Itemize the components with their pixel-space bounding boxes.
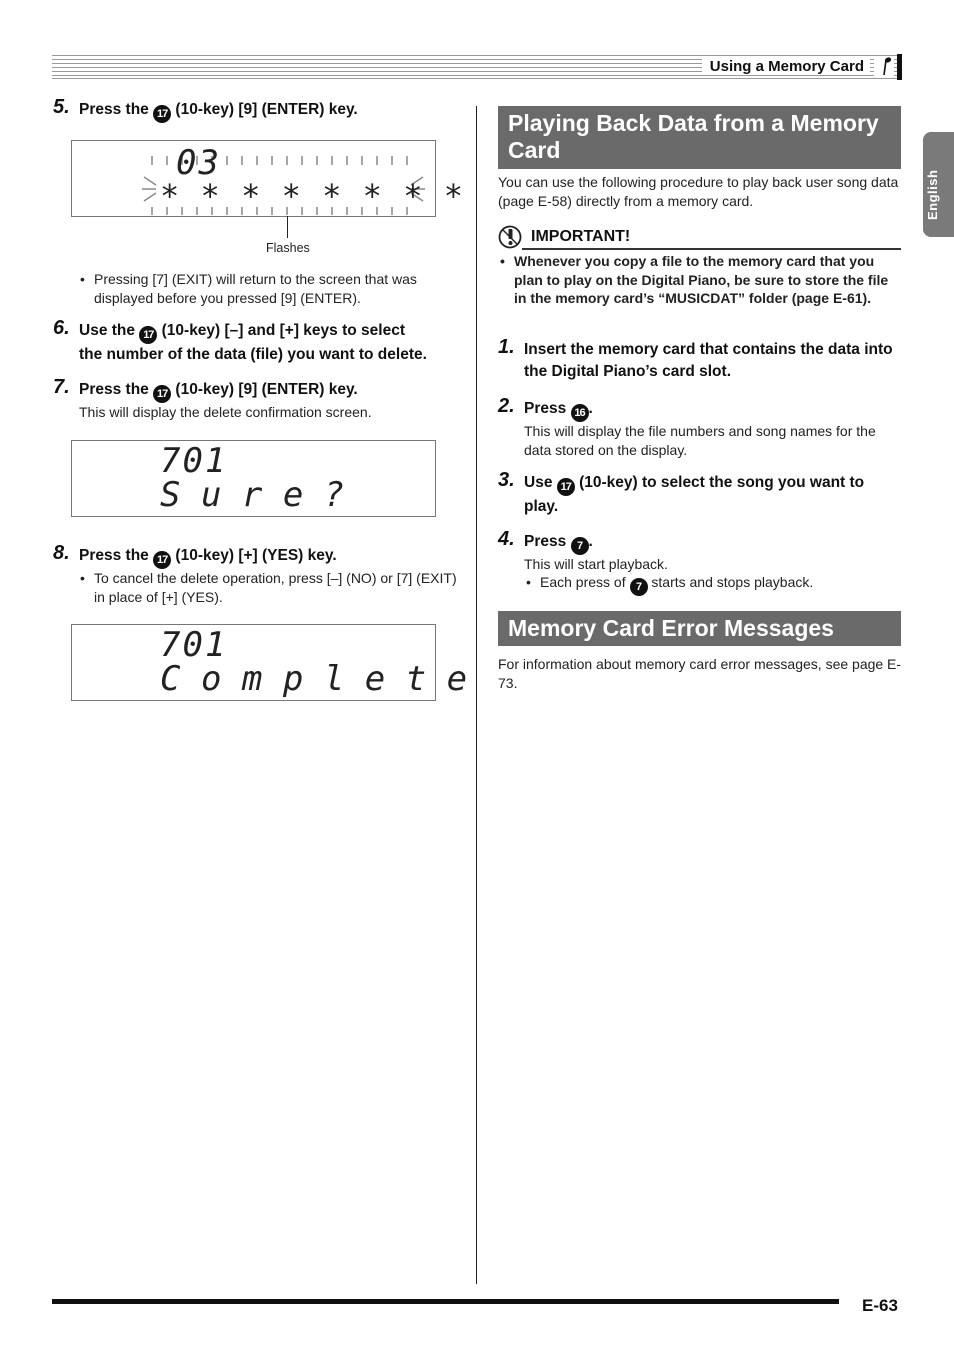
step-number: 1.	[498, 336, 515, 358]
step-text: Press the	[79, 547, 149, 564]
important-rule	[522, 248, 901, 250]
key-16-icon: 16	[571, 404, 589, 422]
step-text: Press the	[79, 101, 149, 118]
note-text: Each press of	[540, 574, 626, 590]
key-7-icon: 7	[571, 537, 589, 555]
step-1	[498, 336, 896, 383]
header-end-bar	[897, 54, 902, 80]
key-17-icon: 17	[139, 326, 157, 344]
step-text: .	[588, 400, 593, 417]
lcd-text: C o m p l e t e	[160, 659, 468, 699]
step-text: Press	[524, 533, 567, 550]
language-tab	[923, 132, 954, 237]
language-tab-label: English	[925, 169, 940, 220]
step-number: 5.	[53, 96, 70, 118]
step-text: (10-key) [9] (ENTER) key.	[175, 101, 358, 118]
step-4-desc: This will start playback.	[524, 556, 668, 572]
step-text: .	[588, 533, 593, 550]
key-17-icon: 17	[153, 105, 171, 123]
step-text: the number of the data (file) you want to delete.	[79, 346, 427, 363]
step-7-desc: This will display the delete confirmation screen.	[79, 404, 372, 420]
step-number: 2.	[498, 395, 515, 417]
step-2	[498, 395, 896, 422]
step-text: (10-key) to select the song you want to play.	[524, 474, 865, 515]
step-text: (10-key) [+] (YES) key.	[175, 547, 337, 564]
step-text: Use the	[79, 322, 135, 339]
flash-pointer-line	[287, 216, 288, 238]
lcd-display-confirm	[71, 440, 436, 517]
step-2-desc: This will display the file numbers and song names for the data stored on the display.	[524, 423, 876, 458]
step-text: Press the	[79, 381, 149, 398]
music-note-icon	[874, 56, 894, 78]
lcd-number: 03	[176, 143, 221, 183]
step-text: (10-key) [9] (ENTER) key.	[175, 381, 358, 398]
step-5-note: • Pressing [7] (EXIT) will return to the screen that was displayed before you pressed [9] (ENTER).	[78, 270, 464, 307]
note-text: starts and stops playback.	[651, 574, 814, 590]
important-icon	[498, 224, 524, 250]
lcd-text: * * * * * * * *	[160, 177, 464, 215]
page-number: E-63	[862, 1296, 898, 1315]
errors-text: For information about memory card error messages, see page E-73.	[498, 656, 902, 691]
lcd-number: 701	[160, 625, 228, 665]
key-7-icon: 7	[630, 578, 648, 596]
step-8	[53, 542, 469, 569]
footer-rule	[52, 1299, 839, 1304]
key-17-icon: 17	[153, 385, 171, 403]
step-text: (10-key) [–] and [+] keys to select	[161, 322, 405, 339]
important-label: IMPORTANT!	[531, 228, 631, 245]
step-7	[53, 376, 469, 403]
key-17-icon: 17	[557, 478, 575, 496]
step-number: 4.	[498, 528, 515, 550]
step-8-note: • To cancel the delete operation, press [–] (NO) or [7] (EXIT) in place of [+] (YES).	[78, 569, 464, 606]
lcd-display-flashing	[71, 140, 464, 217]
important-note: • Whenever you copy a file to the memory card that you plan to play on the Digital Piano, be sure to store the file in the memory card’s “MUSICDAT” folder (page E-61).	[498, 252, 900, 308]
section-title-errors: Memory Card Error Messages	[498, 611, 901, 646]
section-title-playback: Playing Back Data from a Memory Card	[498, 106, 901, 169]
step-4-note	[524, 573, 910, 596]
step-6	[53, 317, 469, 366]
lcd-display-complete	[71, 624, 468, 701]
header-title: Using a Memory Card	[702, 58, 870, 75]
flash-label: Flashes	[266, 241, 310, 255]
step-number: 7.	[53, 376, 70, 398]
lcd-text: S u r e ?	[160, 475, 345, 515]
step-text: Use	[524, 474, 553, 491]
step-text: Press	[524, 400, 567, 417]
step-number: 3.	[498, 469, 515, 491]
step-4	[498, 528, 896, 555]
step-number: 8.	[53, 542, 70, 564]
step-5	[53, 96, 469, 123]
step-number: 6.	[53, 317, 70, 339]
playback-intro: You can use the following procedure to play back user song data (page E-58) directly from a memory card.	[498, 174, 899, 209]
lcd-number: 701	[160, 441, 228, 481]
step-3	[498, 469, 896, 518]
key-17-icon: 17	[153, 551, 171, 569]
step-text: Insert the memory card that contains the data into the Digital Piano’s card slot.	[524, 341, 893, 380]
column-divider	[476, 106, 477, 1284]
